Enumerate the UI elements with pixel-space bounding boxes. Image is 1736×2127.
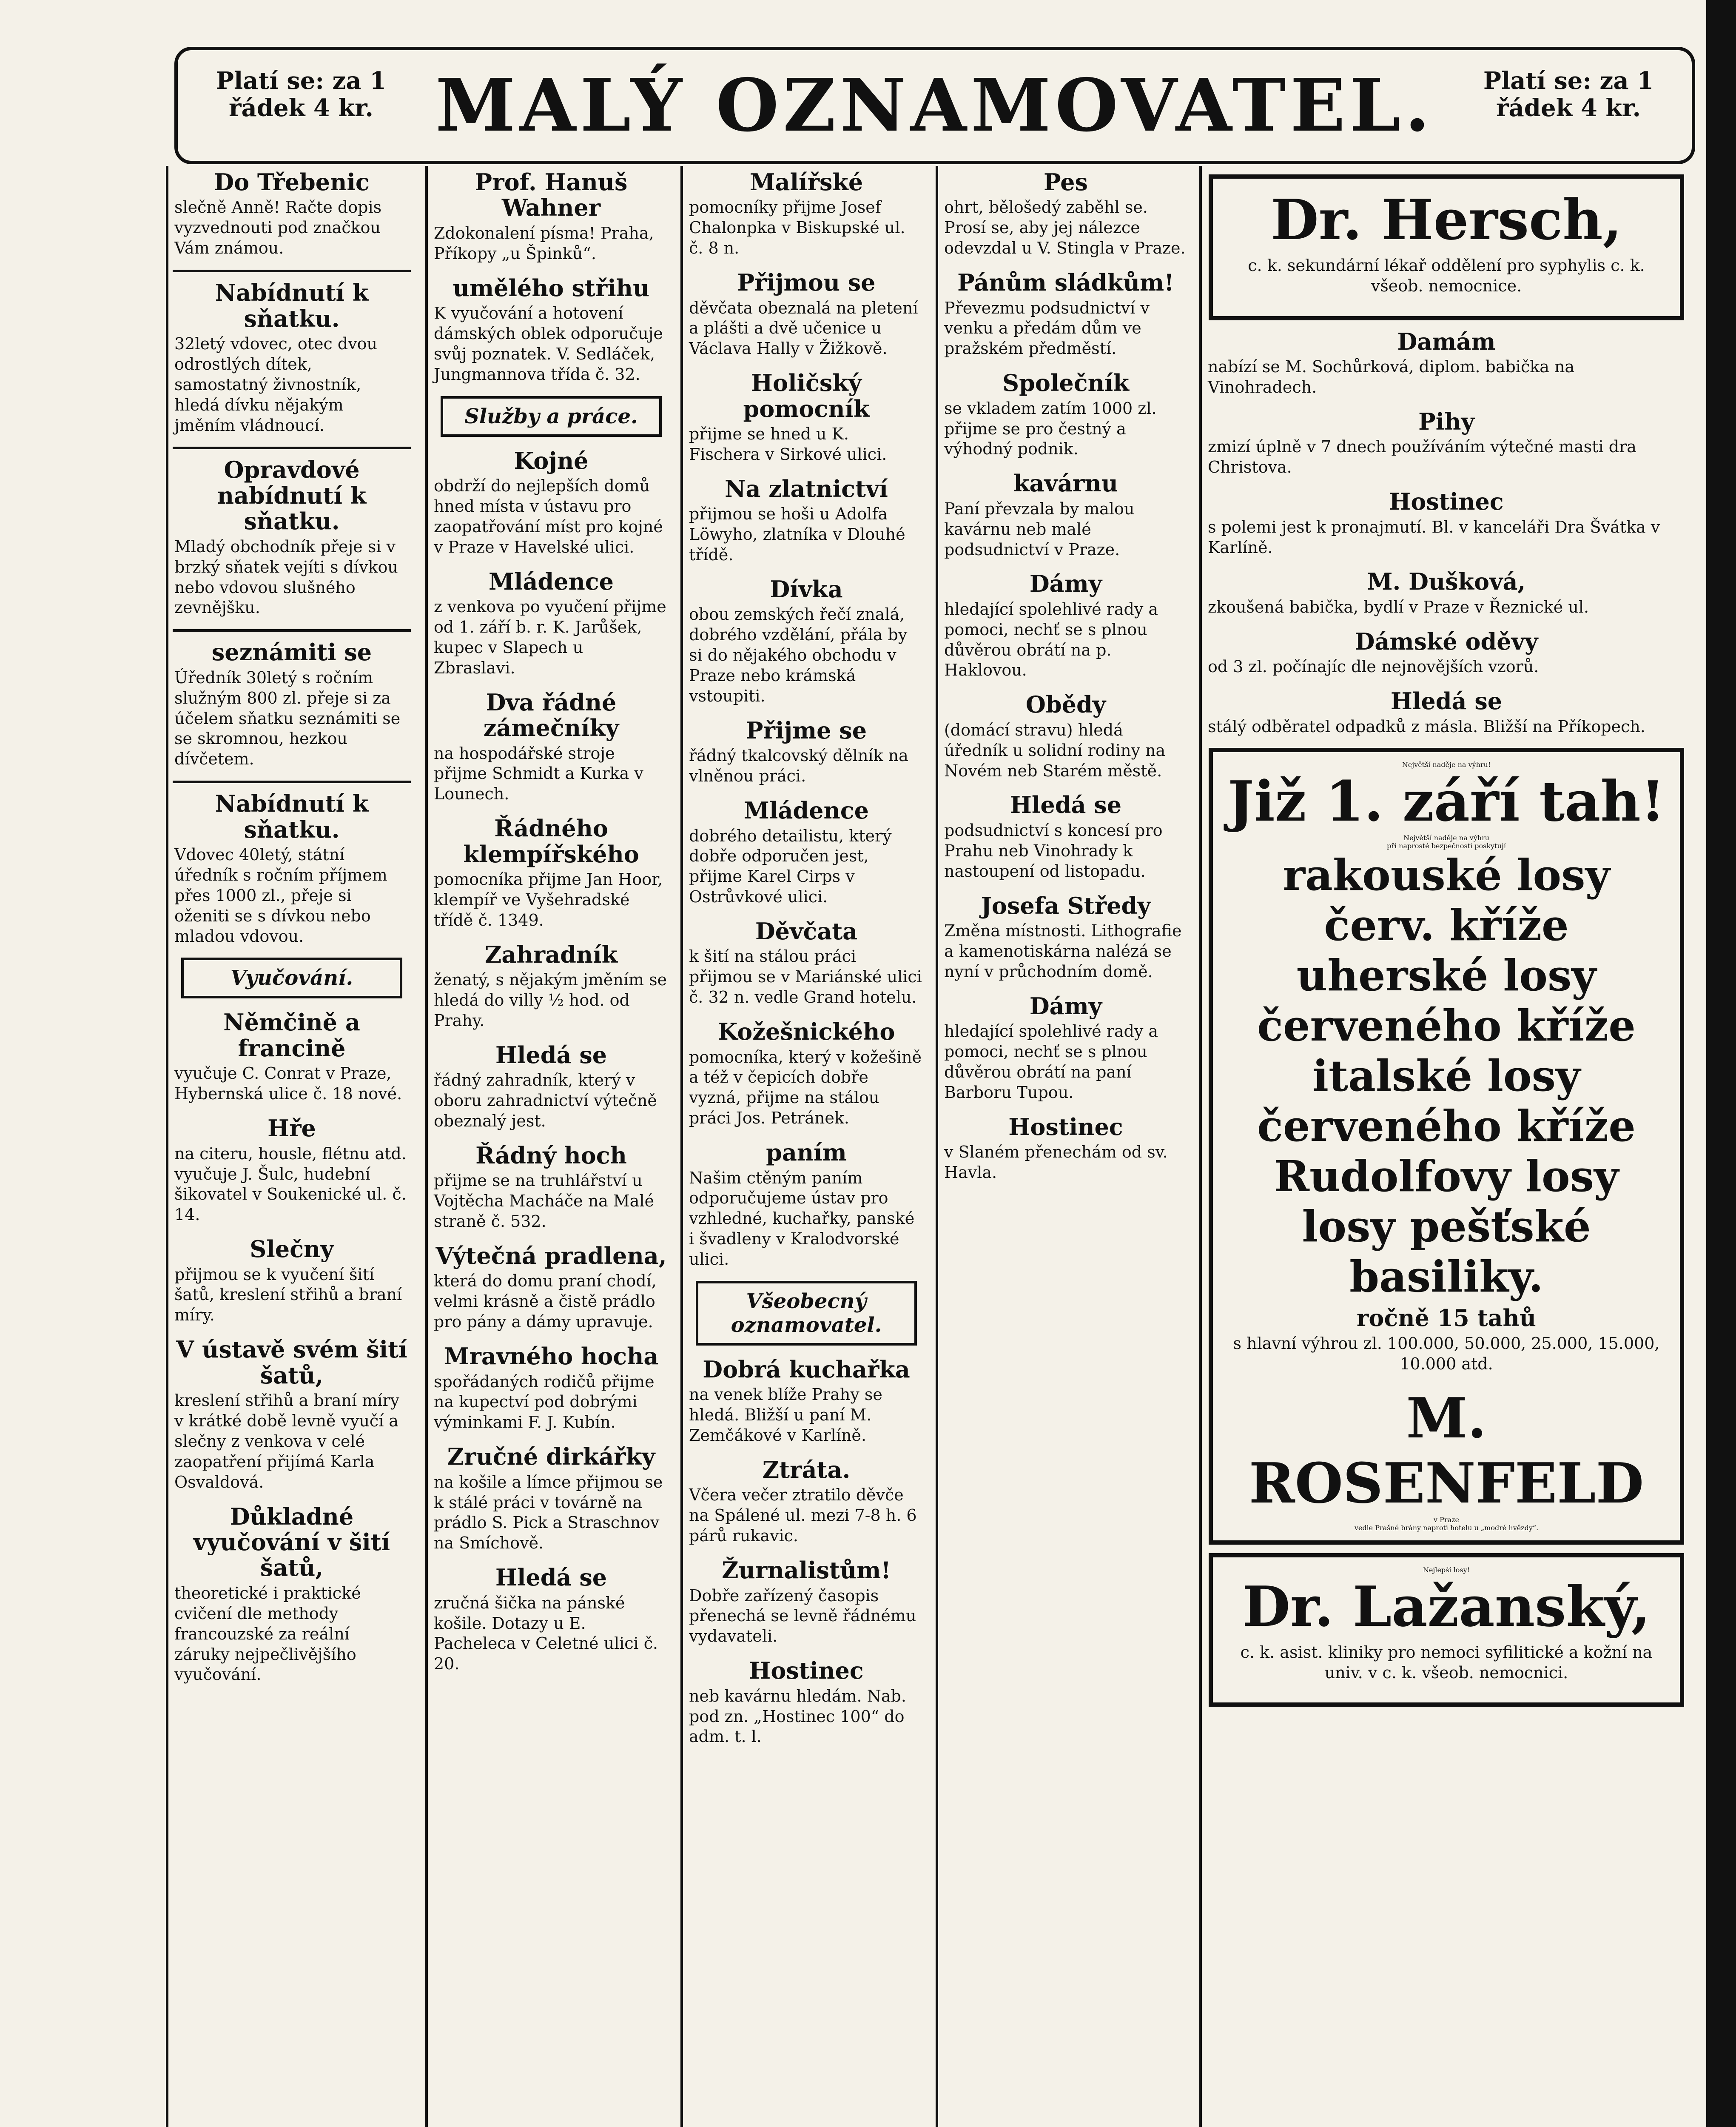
ad-32: Kožešnického pomocníka, který v kožešině a též v čepicích dobře vyzná, přijme na stálou práci Jos. Petránek. bbox=[689, 1018, 922, 1128]
lottery-line-3: italské losy červeného kříže bbox=[1257, 1051, 1636, 1152]
ad-12: umělého střihu K vyučování a hotovení dámských oblek odporučuje svůj poznatek. V. Sedláček, Jungmannova třída č. 32. bbox=[434, 274, 663, 384]
lottery-line-5: losy pešťské basiliky. bbox=[1302, 1201, 1591, 1302]
lottery-line-2: uherské losy červeného kříže bbox=[1257, 950, 1636, 1051]
divider bbox=[173, 629, 411, 632]
ad-13: Kojné obdrží do nejlepších domů hned místa v ústavu pro zaopatřování míst pro kojné v Praze v Havelské ulici. bbox=[434, 447, 663, 556]
right-ad-01: Damám nabízí se M. Sochůrková, diplom. babička na Vinohradech. bbox=[1208, 328, 1575, 397]
section-education: Vyučování. bbox=[181, 958, 402, 998]
hersch-ad: Dr. Hersch, c. k. sekundární lékař oddělení pro syphylis c. k. všeob. nemocnice. bbox=[1209, 174, 1684, 320]
lottery-ad: Největší naděje na výhru! Již 1. září tah! Největší naděje na výhru při naprosté bezpečnosti poskytují rakouské losy červ. kříže uherské losy červeného kříže italské losy červeného kříže Rudolfovy losy losy pešťské basiliky. ročně 15 tahů s hlavní výhrou zl. 100.000, 50.000, 25.000, 15.000, 10.000 atd. M. ROSENFELD v Praze vedle Prašné brány naproti hotelu u „modré hvězdy“. bbox=[1209, 748, 1684, 1544]
ad-44: Hledá se podsudnictví s koncesí pro Prahu neb Vinohrady k nastoupení od listopadu. bbox=[944, 791, 1163, 881]
lazansky-name: Dr. Lažanský, bbox=[1242, 1574, 1651, 1639]
ad-01: Do Třebenic slečně Anně! Račte dopis vyzvednouti pod značkou Vám známou. bbox=[174, 168, 382, 258]
ad-07: Hře na citeru, housle, flétnu atd. vyučuje J. Šulc, hudební šikovatel v Soukenické ul. č. 14. bbox=[174, 1115, 407, 1224]
ad-16: Řádného klempířského pomocníka přijme Jan Hoor, klempíř ve Vyšehradské třídě č. 1349. bbox=[434, 815, 663, 929]
section-general: Všeobecný oznamovatel. bbox=[696, 1281, 917, 1346]
ad-11: Prof. Hanuš Wahner Zdokonalení písma! Praha, Příkopy „u Špinků“. bbox=[434, 168, 654, 263]
header-frame bbox=[174, 47, 1695, 164]
ad-15: Dva řádné zámečníky na hospodářské stroje přijme Schmidt a Kurka v Lounech. bbox=[434, 688, 643, 804]
ad-20: Výtečná pradlena, která do domu praní chodí, velmi krásně a čistě prádlo pro pány a dámy upravuje. bbox=[434, 1242, 667, 1332]
ad-36: Žurnalistům! Dobře zařízený časopis přenechá se levně řádnému vydavateli. bbox=[689, 1557, 916, 1646]
ad-38: Pes ohrt, bělošedý zaběhl se. Prosí se, aby jej nálezce odevzdal u V. Stingla v Praze. bbox=[944, 168, 1186, 258]
right-price-badge: Platí se: za 1 řádek 4 kr. bbox=[1483, 67, 1654, 123]
ad-37: Hostinec neb kavárnu hledám. Nab. pod zn. „Hostinec 100“ do adm. t. l. bbox=[689, 1657, 906, 1746]
lottery-banner: Největší naděje na výhru! bbox=[1402, 761, 1491, 769]
ad-19: Řádný hoch přijme se na truhlářství u Vojtěcha Macháče na Malé straně č. 532. bbox=[434, 1141, 655, 1231]
masthead-title: MALÝ OZNAMOVATEL. bbox=[435, 63, 1434, 148]
column-2 bbox=[425, 166, 674, 2127]
right-ad-03: Hostinec s polemi jest k pronajmutí. Bl. v kanceláři Dra Švátka v Karlíně. bbox=[1208, 488, 1660, 557]
ad-35: Ztráta. Včera večer ztratilo děvče na Spálené ul. mezi 7-8 h. 6 párů rukavic. bbox=[689, 1456, 917, 1545]
column-5 bbox=[1199, 166, 1691, 2127]
divider bbox=[173, 270, 411, 272]
lottery-line-4: Rudolfovy losy bbox=[1274, 1151, 1619, 1202]
rosenfeld-city: v Praze bbox=[1434, 1515, 1459, 1524]
ad-06: Němčině a francině vyučuje C. Conrat v Praze, Hybernská ulice č. 18 nové. bbox=[174, 1009, 402, 1103]
lottery-line-1: rakouské losy červ. kříže bbox=[1283, 850, 1610, 951]
ad-45: Josefa Středy Změna místnosti. Lithografie a kamenotiskárna nalézá se nyní v průchodním domě. bbox=[944, 892, 1182, 981]
lazansky-ad: Nejlepší losy! Dr. Lažanský, c. k. asist. kliniky pro nemoci syfilitické a kožní na univ. v c. k. všeob. nemocnici. bbox=[1209, 1553, 1684, 1707]
lottery-subline: při naprosté bezpečnosti poskytují bbox=[1387, 842, 1506, 850]
right-ad-06: Hledá se stálý odběratel odpadků z másla. Bližší na Příkopech. bbox=[1208, 687, 1645, 736]
page-edge bbox=[1706, 0, 1736, 2127]
ad-39: Pánům sládkům! Převezmu podsudnictví v venku a předám dům ve pražském předměstí. bbox=[944, 269, 1174, 358]
ad-42: Dámy hledající spolehlivé rady a pomoci, nechť se s plnou důvěrou obrátí na p. Haklovou. bbox=[944, 570, 1158, 680]
right-ad-05: Dámské oděvy od 3 zl. počínajíc dle nejnovějších vzorů. bbox=[1208, 627, 1539, 676]
ad-23: Hledá se zručná šička na pánské košile. Dotazy u E. Pacheleca v Celetné ulici č. 20. bbox=[434, 1564, 658, 1674]
ad-22: Zručné dirkářky na košile a límce přijmou se k stálé práci v továrně na prádlo S. Pick a Straschnov na Smíchově. bbox=[434, 1443, 663, 1553]
ad-03: Opravdové nabídnutí k sňatku. Mladý obchodník přeje si v brzký sňatek vejíti s dívkou nebo vdovou slušného zevnějšku. bbox=[174, 456, 398, 617]
ad-26: Holičský pomocník přijme se hned u K. Fischera v Sirkové ulici. bbox=[689, 369, 887, 464]
section-services: Služby a práce. bbox=[441, 396, 662, 437]
ad-27: Na zlatnictví přijmou se hoši u Adolfa Löwyho, zlatníka v Dlouhé třídě. bbox=[689, 475, 905, 565]
ad-47: Hostinec v Slaném přenechám od sv. Havla. bbox=[944, 1113, 1168, 1182]
ad-31: Děvčata k šití na stálou práci přijmou se v Mariánské ulici č. 32 n. vedle Grand hotelu. bbox=[689, 918, 922, 1007]
ad-30: Mládence dobrého detailistu, který dobře odporučen jest, přijme Karel Cirps v Ostrůvkové ulici. bbox=[689, 797, 892, 907]
ad-05: Nabídnutí k sňatku. Vdovec 40letý, státní úředník s ročním příjmem přes 1000 zl., přeje si oženiti se s dívkou nebo mladou vdovou. bbox=[174, 790, 387, 946]
ad-18: Hledá se řádný zahradník, který v oboru zahradnictví výtečně obeznalý jest. bbox=[434, 1041, 657, 1131]
ad-09: V ústavě svém šití šatů, kreslení střihů a braní míry v krátké době levně vyučí a slečny z venkova v celé zaopatření přijímá Karla Osvaldová. bbox=[174, 1336, 407, 1491]
ad-08: Slečny přijmou se k vyučení šití šatů, kreslení střihů a braní míry. bbox=[174, 1235, 402, 1325]
ad-29: Přijme se řádný tkalcovský dělník na vlněnou práci. bbox=[689, 716, 908, 786]
lottery-date: Již 1. září tah! bbox=[1227, 769, 1665, 834]
ad-34: Dobrá kuchařka na venek blíže Prahy se hledá. Bližší u paní M. Zemčákové v Karlíně. bbox=[689, 1355, 910, 1445]
left-price-badge: Platí se: za 1 řádek 4 kr. bbox=[216, 67, 387, 123]
ad-10: Důkladné vyučování v šití šatů, theoretické i praktické cvičení dle methody francouzské za reální záruky nejpečlivějšího vyučování. bbox=[174, 1503, 390, 1684]
rosenfeld-name: M. ROSENFELD bbox=[1249, 1385, 1644, 1516]
divider bbox=[173, 781, 411, 783]
ad-14: Mládence z venkova po vyučení přijme od 1. září b. r. K. Jarůšek, kupec v Slapech u Zbraslavi. bbox=[434, 567, 666, 677]
ad-43: Obědy (domácí stravu) hledá úředník u solidní rodiny na Novém neb Starém městě. bbox=[944, 691, 1166, 780]
ad-28: Dívka obou zemských řečí znalá, dobrého vzdělání, přála by si do nějakého obchodu v Praze nebo krámská vstoupiti. bbox=[689, 575, 908, 705]
ad-04: seznámiti se Úředník 30letý s ročním služným 800 zl. přeje si za účelem sňatku seznámiti se se skromnou, hezkou dívčetem. bbox=[174, 639, 401, 769]
column-1 bbox=[166, 166, 415, 2127]
ad-41: kavárnu Paní převzala by malou kavárnu neb malé podsudnictví v Praze. bbox=[944, 470, 1135, 559]
ad-24: Malířské pomocníky přijme Josef Chalonpka v Biskupské ul. č. 8 n. bbox=[689, 168, 905, 258]
column-4 bbox=[936, 166, 1193, 2127]
rosenfeld-address: vedle Prašné brány naproti hotelu u „modré hvězdy“. bbox=[1354, 1523, 1539, 1532]
right-ad-04: M. Dušková, zkoušená babička, bydlí v Praze v Řeznické ul. bbox=[1208, 568, 1589, 616]
ad-40: Společník se vkladem zatím 1000 zl. přijme se pro čestný a výhodný podnik. bbox=[944, 369, 1157, 459]
ad-33: paním Našim ctěným paním odporučujeme ústav pro vzhledné, kuchařky, panské i švadleny v Kralodvorské ulici. bbox=[689, 1139, 915, 1269]
ad-25: Přijmou se děvčata obeznalá na pletení a plášti a dvě učenice u Václava Hally v Žižkově. bbox=[689, 269, 918, 358]
ad-02: Nabídnutí k sňatku. 32letý vdovec, otec dvou odrostlých dítek, samostatný živnostník, hledá dívku nějakým jměním vládnoucí. bbox=[174, 279, 378, 435]
divider bbox=[173, 447, 411, 449]
ad-46: Dámy hledající spolehlivé rady a pomoci, nechť se s plnou důvěrou obrátí na paní Barboru Tupou. bbox=[944, 992, 1158, 1102]
ad-21: Mravného hocha spořádaných rodičů přijme na kupectví pod dobrými výminkami F. J. Kubín. bbox=[434, 1343, 659, 1432]
right-ad-02: Pihy zmizí úplně v 7 dnech používáním výtečné masti dra Christova. bbox=[1208, 408, 1636, 477]
lazansky-banner: Nejlepší losy! bbox=[1423, 1565, 1470, 1574]
column-3 bbox=[680, 166, 930, 2127]
lottery-headline: Největší naděje na výhru bbox=[1403, 834, 1490, 842]
ad-17: Zahradník ženatý, s nějakým jměním se hledá do villy ½ hod. od Prahy. bbox=[434, 941, 667, 1030]
